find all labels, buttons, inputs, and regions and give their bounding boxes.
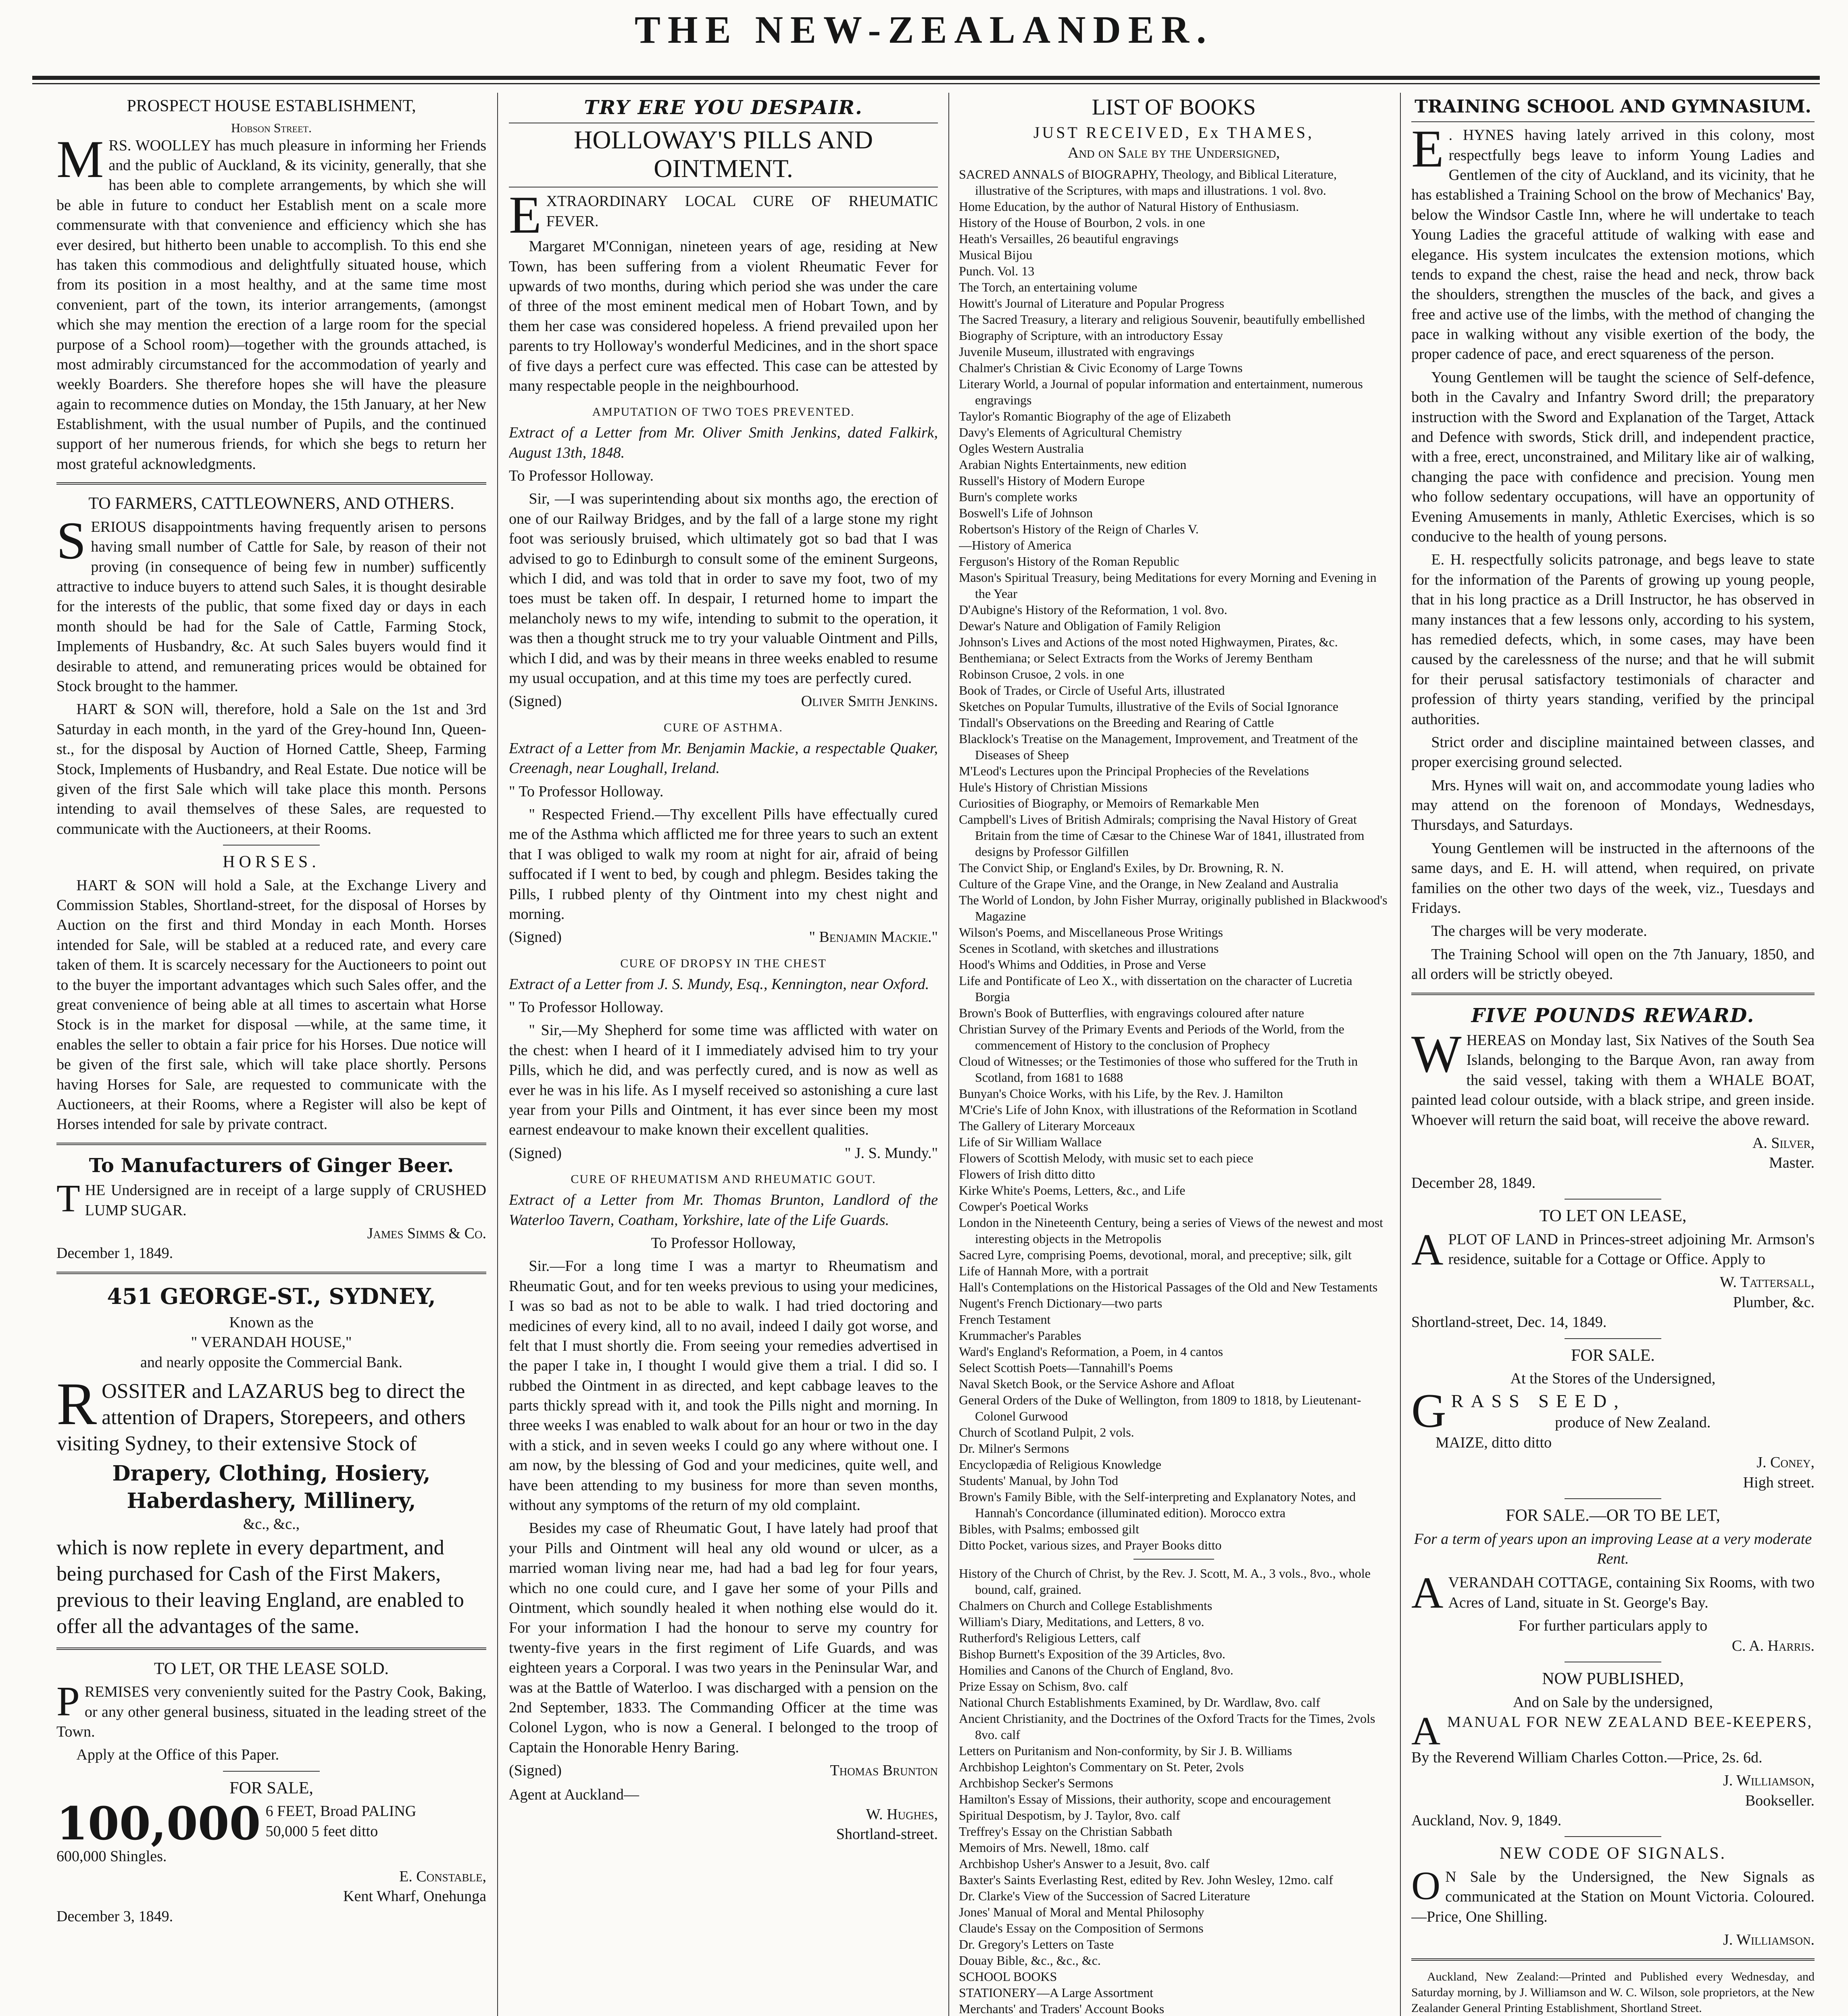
- ad-signature: C. A. Harris.: [1731, 1637, 1815, 1654]
- ad-date: December 1, 1849.: [56, 1245, 173, 1262]
- divider: [223, 845, 320, 846]
- ad-prospect-house: [56, 95, 486, 474]
- divider: [1565, 1498, 1661, 1499]
- book-entry: The Gallery of Literary Morceaux: [959, 1118, 1135, 1133]
- book-entry: Home Education, by the author of Natural History of Enthusiasm.: [959, 199, 1299, 214]
- book-entry: Flowers of Scottish Melody, with music set to each piece: [959, 1151, 1254, 1166]
- book-entry: Jones' Manual of Moral and Mental Philosophy: [959, 1905, 1204, 1920]
- book-entry: General Orders of the Duke of Wellington, from 1809 to 1818, by Lieutenant-Colonel Gurwood: [959, 1393, 1361, 1424]
- signed-label: (Signed): [509, 929, 562, 946]
- book-entry: Dewar's Nature and Obligation of Family Religion: [959, 619, 1221, 633]
- ad-line: produce of New Zealand.: [1555, 1414, 1711, 1431]
- ad-body: Strict order and discipline maintained between classes, and proper exercising ground selected.: [1411, 733, 1815, 771]
- ad-date: December 3, 1849.: [56, 1908, 173, 1925]
- ad-title: 451 GEORGE-ST., SYDNEY,: [107, 1283, 436, 1309]
- book-entry: Spiritual Despotism, by J. Taylor, 8vo. calf: [959, 1808, 1180, 1823]
- ad-tagline: TRY ERE YOU DESPAIR.: [584, 96, 863, 119]
- book-entry: Ogles Western Australia: [959, 441, 1084, 456]
- book-list-subtitle: And on Sale by the Undersigned,: [1068, 144, 1280, 161]
- ad-line: 600,000 Shingles.: [56, 1848, 167, 1865]
- book-entry: Cowper's Poetical Works: [959, 1199, 1088, 1214]
- ad-title: HORSES.: [223, 853, 320, 872]
- book-entry: Life of Sir William Wallace: [959, 1135, 1102, 1150]
- book-entry: Sacred Lyre, comprising Poems, devotional, moral, and preceptive; silk, gilt: [959, 1248, 1352, 1262]
- ad-line: and nearly opposite the Commercial Bank.: [140, 1354, 403, 1371]
- book-list-subtitle: JUST RECEIVED, Ex THAMES,: [1033, 123, 1315, 142]
- book-entry: Hamilton's Essay of Missions, their authority, scope and encouragement: [959, 1792, 1331, 1807]
- divider: [56, 1272, 486, 1274]
- book-entry: Baxter's Saints Everlasting Rest, edited by Rev. John Wesley, 12mo. calf: [959, 1872, 1333, 1887]
- ad-title: FOR SALE,: [229, 1779, 313, 1797]
- book-entry: SCHOOL BOOKS: [959, 1969, 1057, 1984]
- ad-title: TO FARMERS, CATTLEOWNERS, AND OTHERS.: [88, 494, 454, 513]
- testimonial-to: " To Professor Holloway.: [509, 999, 664, 1016]
- book-entry: Encyclopædia of Religious Knowledge: [959, 1457, 1162, 1472]
- book-entry: Rutherford's Religious Letters, calf: [959, 1631, 1141, 1645]
- book-entry: M'Leod's Lectures upon the Principal Prophecies of the Revelations: [959, 764, 1309, 779]
- book-entry: Archbishop Secker's Sermons: [959, 1776, 1113, 1791]
- ad-title: TRAINING SCHOOL AND GYMNASIUM.: [1415, 96, 1811, 117]
- ad-number: 100,000: [56, 1797, 261, 1851]
- drop-cap: O: [1411, 1863, 1441, 1908]
- book-entry: History of the House of Bourbon, 2 vols. in one: [959, 215, 1205, 230]
- testimonial-body: Sir, —I was superintending about six months ago, the erection of one of our Railway Bridges, and by the fall of a large stone my right foot was seriously bruised, which ultimately got so bad that I was advised to go to Edinburgh to consult some of the eminent Surgeons, which I did, and was told that in order to save my foot, two of my toes must be taken off. In despair, I returned home to impart the melancholy news to my wife, intending to submit to the operation, it was then a thought struck me to try your valuable Ointment and Pills, which I did, and was by their means in three weeks enabled to resume my usual occupation, and at this time my toes are perfectly cured.: [509, 490, 938, 687]
- divider: [1565, 1836, 1661, 1837]
- ad-signature: James Simms & Co.: [367, 1225, 486, 1242]
- agent-address: Shortland-street.: [836, 1826, 938, 1843]
- book-entry: Scenes in Scotland, with sketches and illustrations: [959, 941, 1219, 956]
- book-entry: Homilies and Canons of the Church of England, 8vo.: [959, 1663, 1233, 1678]
- book-entry: Burn's complete works: [959, 489, 1077, 504]
- book-entry: Archbishop Leighton's Commentary on St. Peter, 2vols: [959, 1760, 1244, 1774]
- book-entry: Ward's England's Reformation, a Poem, in 4 cantos: [959, 1344, 1223, 1359]
- signed-label: (Signed): [509, 1762, 562, 1779]
- ad-line: For a term of years upon an improving Lease at a very moderate Rent.: [1414, 1530, 1812, 1567]
- book-list-title: LIST OF BOOKS: [1092, 95, 1256, 120]
- book-entry: Life of Hannah More, with a portrait: [959, 1264, 1149, 1279]
- ad-reward: [1411, 1003, 1815, 1193]
- column-1: [56, 93, 486, 2016]
- divider: [1133, 1559, 1214, 1560]
- book-entry: Tindall's Observations on the Breeding and Rearing of Cattle: [959, 715, 1274, 730]
- ad-farmers: [56, 493, 486, 839]
- book-entry: William's Diary, Meditations, and Letters, 8 vo.: [959, 1614, 1204, 1629]
- testimonial-to: " To Professor Holloway.: [509, 783, 664, 800]
- book-entry: Culture of the Grape Vine, and the Orange, in New Zealand and Australia: [959, 877, 1339, 891]
- section-heading: AMPUTATION OF TWO TOES PREVENTED.: [592, 405, 855, 419]
- testimonial-body: Sir.—For a long time I was a martyr to Rheumatism and Rheumatic Gout, and for ten weeks previous to using your medicines, I was so bad as not to be able to walk. I had tried doctoring and medicines of every kind, all to no avail, indeed I daily got worse, and felt that I must shortly die. From seeing your remedies advertised in the paper I take in, I thought I would give them a trial. I did so. I rubbed the Ointment in as directed, and kept cabbage leaves to the parts thickly spread with it, and took the Pills night and morning. In three weeks I was enabled to walk about for an hour or two in the day with a stick, and in seven weeks I could go any where without one. I am now, by the blessing of God and your medicines, quite well, and have been attending to my business for more than seven months, without any symptoms of the return of my old complaint.: [509, 1258, 938, 1514]
- ad-line: MANUAL FOR NEW ZEALAND BEE-KEEPERS,: [1447, 1713, 1813, 1731]
- book-entry: Treffrey's Essay on the Christian Sabbath: [959, 1824, 1173, 1839]
- ad-lead: OSSITER and LAZARUS beg to direct the attention of Drapers, Storepeers, and others visiting Sydney, to their extensive Stock of: [56, 1380, 466, 1456]
- book-list: [959, 1565, 1389, 2016]
- testimonial-to: To Professor Holloway,: [651, 1234, 796, 1252]
- ad-cottage: [1411, 1505, 1815, 1656]
- book-entry: Literary World, a Journal of popular information and entertainment, numerous engravings: [959, 377, 1363, 408]
- drop-cap: A: [1411, 1708, 1441, 1753]
- drop-cap: A: [1411, 1225, 1444, 1274]
- ad-title: TO LET ON LEASE,: [1539, 1207, 1687, 1226]
- printer-imprint: Auckland, New Zealand:—Printed and Published every Wednesday, and Saturday morning, by J. Williamson and W. C. Wilson, sole proprietors, at the New Zealander General Printing Establishment, Shortland Street.: [1411, 1970, 1815, 2015]
- book-entry: Davy's Elements of Agricultural Chemistry: [959, 425, 1182, 440]
- ad-body: . HYNES having lately arrived in this colony, most respectfully begs leave to inform Young Ladies and Gentlemen of the city of Auckland, and its vicinity, that he has established a Training School on the brow of Mechanics' Bay, below the Windsor Castle Inn, where he will undertake to teach Young Ladies the graceful attitude of walking with ease and elegance. His system inculcates the extension motions, which tends to expand the chest, raise the head and neck, throw back the shoulders, strengthen the muscles of the back, and gives a free and active use of the limbs, with the method of changing the pace in walking without any visible exertion of the body, the proper cadence of pace, and erect squareness of the person.: [1411, 127, 1815, 363]
- book-entry: Boswell's Life of Johnson: [959, 506, 1093, 521]
- book-entry: Hood's Whims and Oddities, in Prose and Verse: [959, 957, 1206, 972]
- divider: [56, 1143, 486, 1145]
- drop-cap: G: [1411, 1389, 1446, 1433]
- book-entry: Krummacher's Parables: [959, 1328, 1081, 1343]
- ad-body: VERANDAH COTTAGE, containing Six Rooms, with two Acres of Land, situate in St. George's Bay.: [1448, 1574, 1815, 1611]
- testimonial-body: " Sir,—My Shepherd for some time was afflicted with water on the chest: when I heard of it I immediately advised him to try your Pills, which he did, and was perfectly cured, and is now as well as ever he was in his life. As I myself received so astonishing a cure last year from your Pills and Ointment, it has ever since been my most earnest endeavour to make known their excellent qualities.: [509, 1022, 938, 1139]
- book-entry: Howitt's Journal of Literature and Popular Progress: [959, 296, 1225, 311]
- book-entry: Bunyan's Choice Works, with his Life, by the Rev. J. Hamilton: [959, 1086, 1283, 1101]
- testimonial-extract: Extract of a Letter from J. S. Mundy, Esq., Kennington, near Oxford.: [509, 975, 929, 993]
- testimonial-body: " Respected Friend.—Thy excellent Pills have effectually cured me of the Asthma which afflicted me for three years to such an extent that I was obliged to walk my room at night for air, afraid of being suffocated if I went to bed, by cough and phlegm. Besides taking the Pills, I rubbed plenty of thy Ointment into my chest night and morning.: [509, 806, 938, 923]
- book-entry: The Convict Ship, or England's Exiles, by Dr. Browning, R. N.: [959, 860, 1284, 875]
- agent-name: W. Hughes,: [866, 1806, 938, 1823]
- ad-body: ERIOUS disappointments having frequently arisen to persons having small number of Cattle for Sale, by reason of their not proving (in consequence of being few in number) sufficently attractive to induce buyers to attend such Sales, it is thought desirable for the interests of the public, that some fixed day or days in each month should be had for the Sale of Cattle, Farming Stock, Implements of Husbandry, &c. At such Sales buyers would find it desirable to attend, and remunerating prices would be obtained for Stock brought to the hammer.: [56, 518, 486, 695]
- testimonial-to: To Professor Holloway.: [509, 467, 654, 485]
- ad-body: Young Gentlemen will be taught the science of Self-defence, both in the Cavalry and Infantry Sword drill; the preparatory instruction with the Sword and Explanation of the Target, Attack and Defence with swords, Stick drill, and independent practice, with a free, erect, unconstrained, and Military like air of walking, changing the pace with confidence and precision. Young men who follow sedentary occupations, will have an opportunity of Evening Amusements in manly, Athletic Exercises, which is so conducive to the health of young persons.: [1411, 369, 1815, 545]
- ad-signature: J. Williamson.: [1723, 1931, 1815, 1949]
- book-entry: Letters on Puritanism and Non-conformity, by Sir J. B. Williams: [959, 1743, 1292, 1758]
- ad-title: TO LET, OR THE LEASE SOLD.: [154, 1659, 389, 1678]
- book-entry: Dr. Clarke's View of the Succession of Sacred Literature: [959, 1889, 1250, 1904]
- column-3: [959, 93, 1389, 2016]
- book-entry: D'Aubigne's History of the Reformation, 1 vol. 8vo.: [959, 602, 1227, 617]
- book-entry: Juvenile Museum, illustrated with engravings: [959, 344, 1194, 359]
- column-rule: [948, 93, 949, 2016]
- section-heading: CURE OF ASTHMA.: [664, 721, 783, 734]
- column-2: [509, 93, 938, 2016]
- drop-cap: T: [56, 1177, 80, 1220]
- book-entry: The World of London, by John Fisher Murray, originally published in Blackwood's Magazine: [959, 893, 1388, 924]
- drop-cap: W: [1411, 1024, 1462, 1083]
- testimonial-body: Besides my case of Rheumatic Gout, I have lately had proof that your Pills and Ointment will heal any old wound or ulcer, as a married woman living near me, had had a bad leg for four years, which no one could cure, and I gave her some of your Pills and Ointment, which soundly healed it when nothing else would do it. For your information I had the honour to serve my country for twenty-five years in the first regiment of Life Guards, and was eighteen years a Corporal. I was two years in the Peninsular War, and was at the Battle of Waterloo. I was discharged with a pension on the 2nd September, 1833. The Commanding Officer at the time was Colonel Lygon, who is now a General. I belonged to the troop of Captain the Honorable Henry Baring.: [509, 1520, 938, 1756]
- ad-title: FOR SALE.—OR TO BE LET,: [1505, 1506, 1721, 1525]
- book-entry: STATIONERY—A Large Assortment: [959, 1985, 1154, 2000]
- ad-title: NOW PUBLISHED,: [1542, 1669, 1684, 1688]
- book-entry: Students' Manual, by John Tod: [959, 1473, 1118, 1488]
- signed-label: (Signed): [509, 1144, 562, 1162]
- masthead: THE NEW-ZEALANDER.: [634, 8, 1214, 51]
- testimonial-extract: Extract of a Letter from Mr. Thomas Brunton, Landlord of the Waterloo Tavern, Coatham, Yorkshire, late of the Life Guards.: [509, 1191, 938, 1229]
- drop-cap: A: [1411, 1568, 1444, 1618]
- ad-bee-keepers: [1411, 1668, 1815, 1831]
- book-entry: Memoirs of Mrs. Newell, 18mo. calf: [959, 1840, 1149, 1855]
- ad-body: Mrs. Hynes will wait on, and accommodate young ladies who may attend on the forenoon of Mondays, Wednesdays, Thursdays, and Saturdays.: [1411, 777, 1815, 834]
- book-list: [959, 166, 1389, 1553]
- book-entry: History of the Church of Christ, by the Rev. J. Scott, M. A., 3 vols., 8vo., whole bound, calf, grained.: [959, 1566, 1371, 1597]
- book-entry: Curiosities of Biography, or Memoirs of Remarkable Men: [959, 796, 1259, 811]
- book-entry: Hule's History of Christian Missions: [959, 780, 1148, 795]
- ad-date: Shortland-street, Dec. 14, 1849.: [1411, 1314, 1607, 1331]
- book-entry: Kirke White's Poems, Letters, &c., and Life: [959, 1183, 1185, 1198]
- ad-body: HART & SON will, therefore, hold a Sale on the 1st and 3rd Saturday in each month, in the yard of the Grey-hound Inn, Queen-st., for the disposal by Auction of Horned Cattle, Sheep, Farming Stock, Implements of Husbandry, and Real Estate. Due notice will be given of the first Sale which will take place this month. Persons intending to avail themselves of these Sales, are requested to communicate with the Auctioneers, at their Rooms.: [56, 701, 486, 837]
- divider: [223, 1771, 320, 1772]
- ad-line: At the Stores of the Undersigned,: [1510, 1370, 1716, 1387]
- ad-george-st: [56, 1282, 486, 1639]
- ad-grass-seed: [1411, 1345, 1815, 1493]
- book-entry: Robinson Crusoe, 2 vols. in one: [959, 667, 1124, 682]
- ad-horses: [56, 851, 486, 1135]
- drop-cap: E: [509, 185, 542, 245]
- ad-line: &c., &c.,: [243, 1516, 300, 1533]
- drop-cap: E: [1411, 119, 1444, 179]
- ad-tail: which is now replete in every department, and being purchased for Cash of the First Makers, previous to their leaving England, are enabled to offer all the advantages of the same.: [56, 1536, 464, 1638]
- ad-signature-role: Plumber, &c.: [1733, 1293, 1815, 1311]
- book-entry: Ancient Christianity, and the Doctrines of the Oxford Tracts for the Times, 2vols 8vo. calf: [959, 1711, 1375, 1742]
- book-entry: Robertson's History of the Reign of Charles V.: [959, 522, 1199, 537]
- ad-signature: E. Constable,: [399, 1868, 486, 1885]
- ad-body: The Training School will open on the 7th January, 1850, and all orders will be strictly obeyed.: [1411, 946, 1815, 983]
- book-entry: Dr. Milner's Sermons: [959, 1441, 1069, 1456]
- ad-title: FOR SALE.: [1571, 1346, 1655, 1365]
- ad-subtitle: Hobson Street.: [231, 120, 312, 135]
- ad-body: RS. WOOLLEY has much pleasure in informing her Friends and the public of Auckland, & its vicinity, generally, that she has been able to complete arrangements, by which she will be able in future to conduct her Establish ment on a scale more commensurate with that convenience and efficiency which she has ever desired, but hitherto been unable to accomplish. To this end she has taken this commodious and delightfully situated house, which from its position in a most healthy, and at the same time most convenient, part of the town, its interior arrangements, (amongst which she may mention the erection of a large room for the special purpose of a School room)—together with the grounds attached, is most admirably circumstanced for the accommodation of yearly and weekly Boarders. She therefore hopes she will have the pleasure again to recommence duties on Monday, the 15th January, at her New Establishment, with the usual number of Pupils, and the continued support of her numerous friends, for which she begs to return her most grateful acknowledgments.: [56, 137, 486, 473]
- ad-line: By the Reverend William Charles Cotton.—Price, 2s. 6d.: [1411, 1749, 1763, 1766]
- ad-body: HART & SON will hold a Sale, at the Exchange Livery and Commission Stables, Shortland-street, for the disposal of Horses by Auction on the first and third Monday in each Month. Horses intended for Sale, will be stabled at a reduced rate, and every care taken of them. It is scarcely necessary for the Auctioneers to point out to the buyer the important advantages which such Sales offer, and the great convenience of being able at all times to ascertain what Horse Stock is in the market for disposal —while, at the same time, it enables the seller to obtain a fair price for his Horses. Due notice will be given of the first sale, which will take place shortly. Persons having Horses for Sale, are requested to communicate with the Auctioneers, at their Rooms, where a Register will also be kept of Horses intended for sale by private contract.: [56, 877, 486, 1133]
- ad-signature-role: Master.: [1769, 1154, 1815, 1172]
- ad-training-school: [1411, 95, 1815, 985]
- book-entry: Archbishop Usher's Answer to a Jesuit, 8vo. calf: [959, 1856, 1210, 1871]
- book-entry: M'Crie's Life of John Knox, with illustrations of the Reformation in Scotland: [959, 1102, 1357, 1117]
- book-entry: Taylor's Romantic Biography of the age of Elizabeth: [959, 409, 1231, 424]
- drop-cap: S: [56, 510, 86, 570]
- book-entry: Prize Essay on Schism, 8vo. calf: [959, 1679, 1128, 1694]
- ad-apply: Apply at the Office of this Paper.: [76, 1746, 279, 1764]
- ad-title: HOLLOWAY'S PILLS AND OINTMENT.: [574, 125, 873, 183]
- testimonial-extract: Extract of a Letter from Mr. Benjamin Mackie, a respectable Quaker, Creenagh, near Loughall, Ireland.: [509, 739, 938, 777]
- book-entry: Arabian Nights Entertainments, new edition: [959, 457, 1187, 472]
- ad-body: E. H. respectfully solicits patronage, and begs leave to state for the information of the Parents of growing up young people, that in his long practice as a Drill Instructor, he has observed in many instances that a few lessons only, according to his system, has remedied defects, which, in some cases, may have been caused by the carelessness of the nurse; and that he will submit for their perusal satisfactory testimonials of character and profession of thirty years standing, verified by the principal authorities.: [1411, 551, 1815, 728]
- book-entry: Chalmer's Christian & Civic Economy of Large Towns: [959, 360, 1243, 375]
- book-entry: London in the Nineteenth Century, being a series of Views of the newest and most interesting objects in the Metropolis: [959, 1215, 1383, 1246]
- column-4: [1411, 93, 1815, 2016]
- book-entry: Douay Bible, &c., &c., &c.: [959, 1953, 1101, 1968]
- divider: [1411, 993, 1815, 995]
- divider: [1411, 1958, 1815, 1961]
- book-entry: Biography of Scripture, with an introductory Essay: [959, 328, 1223, 343]
- ad-paling: [56, 1777, 486, 1926]
- ad-body: The charges will be very moderate.: [1431, 923, 1647, 940]
- book-entry: Ditto Pocket, various sizes, and Prayer Books ditto: [959, 1538, 1222, 1553]
- ad-line: RASS SEED,: [1451, 1390, 1626, 1411]
- book-entry: Benthemiana; or Select Extracts from the Works of Jeremy Bentham: [959, 651, 1313, 666]
- ad-signature: A. Silver,: [1752, 1134, 1815, 1152]
- section-heading: CURE OF RHEUMATISM AND RHEUMATIC GOUT.: [571, 1173, 876, 1186]
- book-entry: Campbell's Lives of British Admirals; comprising the Naval History of Great Britain from the time of Cæsar to the Chinese War of 1841, illustrated from designs by Professor Gilfillen: [959, 812, 1365, 859]
- ad-line: 6 FEET, Broad PALING: [265, 1803, 417, 1820]
- book-entry: Cloud of Witnesses; or the Testimonies of those who suffered for the Truth in Scotland, from 1681 to 1688: [959, 1054, 1358, 1085]
- ad-body: HEREAS on Monday last, Six Natives of the South Sea Islands, belonging to the Barque Avon, ran away from the said vessel, taking with them a WHALE BOAT, painted lead colour outside, with a black stripe, and green inside. Whoever will return the said boat, will receive the above reward.: [1411, 1031, 1815, 1129]
- testimonial-body: Margaret M'Connigan, nineteen years of age, residing at New Town, has been suffering from a violent Rheumatic Fever for upwards of two months, during which period she was under the care of three of the most eminent medical men of Hobart Town, and by them her case was considered hopeless. A friend prevailed upon her parents to try Holloway's wonderful Medicines, and in the short space of five days a perfect cure was effected. This case can be attested by many respectable people in the neighbourhood.: [509, 238, 938, 394]
- ad-line: MAIZE, ditto ditto: [1435, 1434, 1552, 1451]
- book-entry: The Sacred Treasury, a literary and religious Souvenir, beautifully embellished: [959, 312, 1365, 327]
- book-entry: Wilson's Poems, and Miscellaneous Prose Writings: [959, 925, 1223, 940]
- ad-line: Known as the: [229, 1314, 314, 1331]
- book-entry: The Torch, an entertaining volume: [959, 280, 1138, 295]
- book-entry: Christian Survey of the Primary Events and Periods of the World, from the commencement of History to the conclusion of Prophecy: [959, 1022, 1344, 1053]
- ad-title: NEW CODE OF SIGNALS.: [1499, 1844, 1727, 1863]
- book-entry: Heath's Versailles, 26 beautiful engravings: [959, 231, 1179, 246]
- book-entry: Nugent's French Dictionary—two parts: [959, 1296, 1163, 1311]
- divider: [1411, 121, 1815, 122]
- book-entry: Select Scottish Poets—Tannahill's Poems: [959, 1360, 1173, 1375]
- book-entry: French Testament: [959, 1312, 1051, 1327]
- ad-line: And on Sale by the undersigned,: [1513, 1693, 1713, 1711]
- divider: [1565, 1199, 1661, 1200]
- ad-body: HE Undersigned are in receipt of a large supply of CRUSHED LUMP SUGAR.: [85, 1182, 486, 1219]
- ad-line: 50,000 5 feet ditto: [265, 1822, 378, 1840]
- signature: " Benjamin Mackie.": [809, 929, 938, 946]
- ad-address: High street.: [1743, 1474, 1815, 1491]
- drop-cap: M: [56, 129, 104, 189]
- book-entry: Naval Sketch Book, or the Service Ashore and Afloat: [959, 1377, 1235, 1391]
- divider: [56, 1647, 486, 1650]
- ad-signature: J. Coney,: [1756, 1454, 1815, 1471]
- ad-body: REMISES very conveniently suited for the Pastry Cook, Baking, or any other general business, situated in the leading street of the Town.: [56, 1683, 486, 1741]
- book-entry: Claude's Essay on the Composition of Sermons: [959, 1921, 1204, 1936]
- signature: Oliver Smith Jenkins.: [801, 693, 938, 710]
- book-entry: Bishop Burnett's Exposition of the 39 Articles, 8vo.: [959, 1647, 1225, 1662]
- book-entry: Punch. Vol. 13: [959, 264, 1035, 279]
- column-rule: [1400, 93, 1401, 2016]
- signature: Thomas Brunton: [830, 1762, 938, 1779]
- ad-ginger-beer: [56, 1153, 486, 1264]
- section-heading: CURE OF DROPSY IN THE CHEST: [620, 956, 827, 970]
- book-entry: Musical Bijou: [959, 248, 1033, 262]
- book-entry: Brown's Book of Butterflies, with engravings coloured after nature: [959, 1006, 1304, 1020]
- book-entry: —History of America: [959, 538, 1072, 553]
- divider: [1565, 1338, 1661, 1339]
- ad-title: PROSPECT HOUSE ESTABLISHMENT,: [127, 97, 416, 115]
- ad-signature: J. Williamson,: [1723, 1772, 1815, 1789]
- book-entry: Hall's Contemplations on the Historical Passages of the Old and New Testaments: [959, 1280, 1378, 1295]
- ad-date: Auckland, Nov. 9, 1849.: [1411, 1812, 1562, 1829]
- ad-address: Kent Wharf, Onehunga: [343, 1888, 486, 1905]
- ad-body: N Sale by the Undersigned, the New Signals as communicated at the Station on Mount Victoria. Coloured.—Price, One Shilling.: [1411, 1868, 1815, 1925]
- book-entry: National Church Establishments Examined, by Dr. Wardlaw, 8vo. calf: [959, 1695, 1320, 1710]
- book-entry: Ferguson's History of the Roman Republic: [959, 554, 1179, 569]
- drop-cap: P: [56, 1678, 80, 1725]
- book-entry: Bibles, with Psalms; embossed gilt: [959, 1522, 1140, 1537]
- agent-label: Agent at Auckland—: [509, 1786, 639, 1803]
- ad-signature: W. Tattersall,: [1720, 1274, 1815, 1291]
- section-heading: XTRAORDINARY LOCAL CURE OF RHEUMATIC FEVER.: [546, 193, 938, 230]
- ad-title: To Manufacturers of Ginger Beer.: [89, 1154, 454, 1177]
- book-entry: Church of Scotland Pulpit, 2 vols.: [959, 1425, 1134, 1440]
- book-entry: SACRED ANNALS of BIOGRAPHY, Theology, and Biblical Literature, illustrative of the Scriptures, with maps and illustrations. 1 vol. 8vo.: [959, 167, 1337, 198]
- book-entry: Sketches on Popular Tumults, illustrative of the Evils of Social Ignorance: [959, 699, 1339, 714]
- ad-title: FIVE POUNDS REWARD.: [1471, 1004, 1755, 1027]
- book-entry: Flowers of Irish ditto ditto: [959, 1167, 1095, 1182]
- signature: " J. S. Mundy.": [844, 1144, 938, 1162]
- book-entry: Merchants' and Traders' Account Books: [959, 2001, 1165, 2016]
- divider: [56, 482, 486, 485]
- book-entry: Chalmers on Church and College Establishments: [959, 1598, 1213, 1613]
- book-entry: Book of Trades, or Circle of Useful Arts, illustrated: [959, 683, 1225, 698]
- ad-signature-role: Bookseller.: [1745, 1792, 1815, 1809]
- masthead-rule: [32, 76, 1820, 80]
- testimonial-extract: Extract of a Letter from Mr. Oliver Smith Jenkins, dated Falkirk, August 13th, 1848.: [509, 424, 938, 461]
- ad-date: December 28, 1849.: [1411, 1174, 1536, 1191]
- drop-cap: R: [56, 1370, 97, 1438]
- ad-body: PLOT OF LAND in Princes-street adjoining Mr. Armson's residence, suitable for a Cottage or Office. Apply to: [1448, 1231, 1815, 1268]
- ad-line: " VERANDAH HOUSE,": [191, 1334, 352, 1351]
- book-entry: Mason's Spiritual Treasury, being Meditations for every Morning and Evening in the Year: [959, 570, 1377, 601]
- book-entry: Dr. Gregory's Letters on Taste: [959, 1937, 1114, 1952]
- masthead-rule-thin: [32, 83, 1820, 84]
- column-rule: [497, 93, 498, 2016]
- ad-signals: [1411, 1843, 1815, 1950]
- ad-line: For further particulars apply to: [1518, 1617, 1708, 1635]
- book-entry: Brown's Family Bible, with the Self-interpreting and Explanatory Notes, and Hannah's Concordance (illuminated edition). Morocco extra: [959, 1489, 1356, 1520]
- book-entry: Blacklock's Treatise on the Management, Improvement, and Treatment of the Diseases of Sheep: [959, 731, 1358, 762]
- book-entry: Life and Pontificate of Leo X., with dissertation on the character of Lucretia Borgia: [959, 973, 1352, 1004]
- book-entry: Johnson's Lives and Actions of the most noted Highwaymen, Pirates, &c.: [959, 635, 1338, 650]
- ad-body: Young Gentlemen will be instructed in the afternoons of the same days, and E. H. will attend, when required, on private families on the other two days of the week, viz., Tuesdays and Fridays.: [1411, 839, 1815, 917]
- signed-label: (Signed): [509, 693, 562, 710]
- book-entry: Russell's History of Modern Europe: [959, 473, 1145, 488]
- ad-goods: Drapery, Clothing, Hosiery, Haberdashery, Millinery,: [112, 1461, 431, 1513]
- ad-lease-sold: [56, 1658, 486, 1765]
- ad-to-let: [1411, 1205, 1815, 1333]
